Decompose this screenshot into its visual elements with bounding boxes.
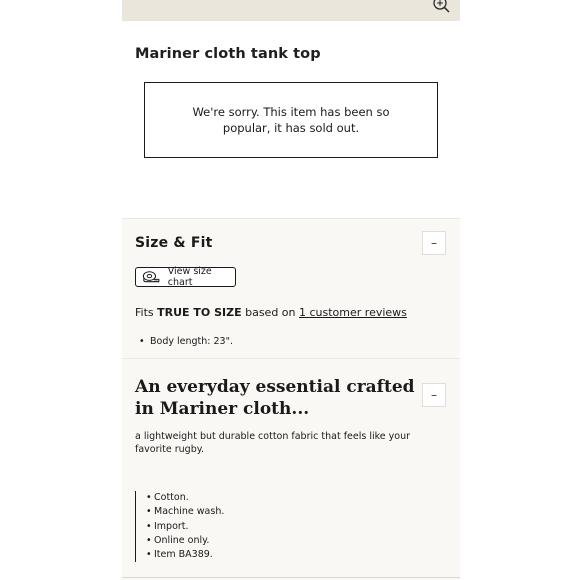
- size-fit-heading: Size & Fit: [135, 235, 213, 251]
- list-item: • Machine wash.: [146, 505, 224, 519]
- product-image[interactable]: [122, 0, 460, 21]
- list-item: • Item BA389.: [146, 548, 224, 562]
- view-size-chart-label: View size chart: [167, 266, 212, 288]
- list-item: • Import.: [146, 520, 224, 534]
- product-page: [122, 0, 460, 580]
- customer-reviews-link[interactable]: 1 customer reviews: [299, 306, 407, 319]
- product-title-section: [122, 21, 460, 218]
- zoom-in-icon[interactable]: [430, 0, 452, 16]
- sold-out-message: We're sorry. This item has been so popular, it has sold out.: [192, 105, 390, 135]
- list-item: • Online only.: [146, 534, 224, 548]
- fits-middle: based on: [245, 306, 296, 319]
- tape-measure-icon: [141, 270, 160, 284]
- list-item: • Cotton.: [146, 491, 224, 505]
- section-divider: [122, 577, 460, 578]
- fit-value: TRUE TO SIZE: [157, 306, 242, 319]
- size-fit-section: [122, 218, 460, 358]
- description-collapse-button[interactable]: –: [422, 383, 446, 407]
- body-length-detail: • Body length: 23".: [150, 336, 233, 347]
- size-fit-collapse-button[interactable]: –: [422, 231, 446, 255]
- product-title: Mariner cloth tank top: [135, 46, 321, 62]
- description-body: a lightweight but durable cotton fabric that feels like your favorite rugby.: [135, 431, 410, 455]
- description-heading: An everyday essential crafted in Mariner cloth...: [135, 377, 415, 419]
- view-size-chart-button[interactable]: [135, 267, 236, 287]
- sold-out-notice: [144, 82, 438, 158]
- fits-prefix: Fits: [135, 306, 154, 319]
- description-section: [122, 358, 460, 580]
- product-details-list: [135, 491, 224, 562]
- fit-summary: [135, 306, 407, 319]
